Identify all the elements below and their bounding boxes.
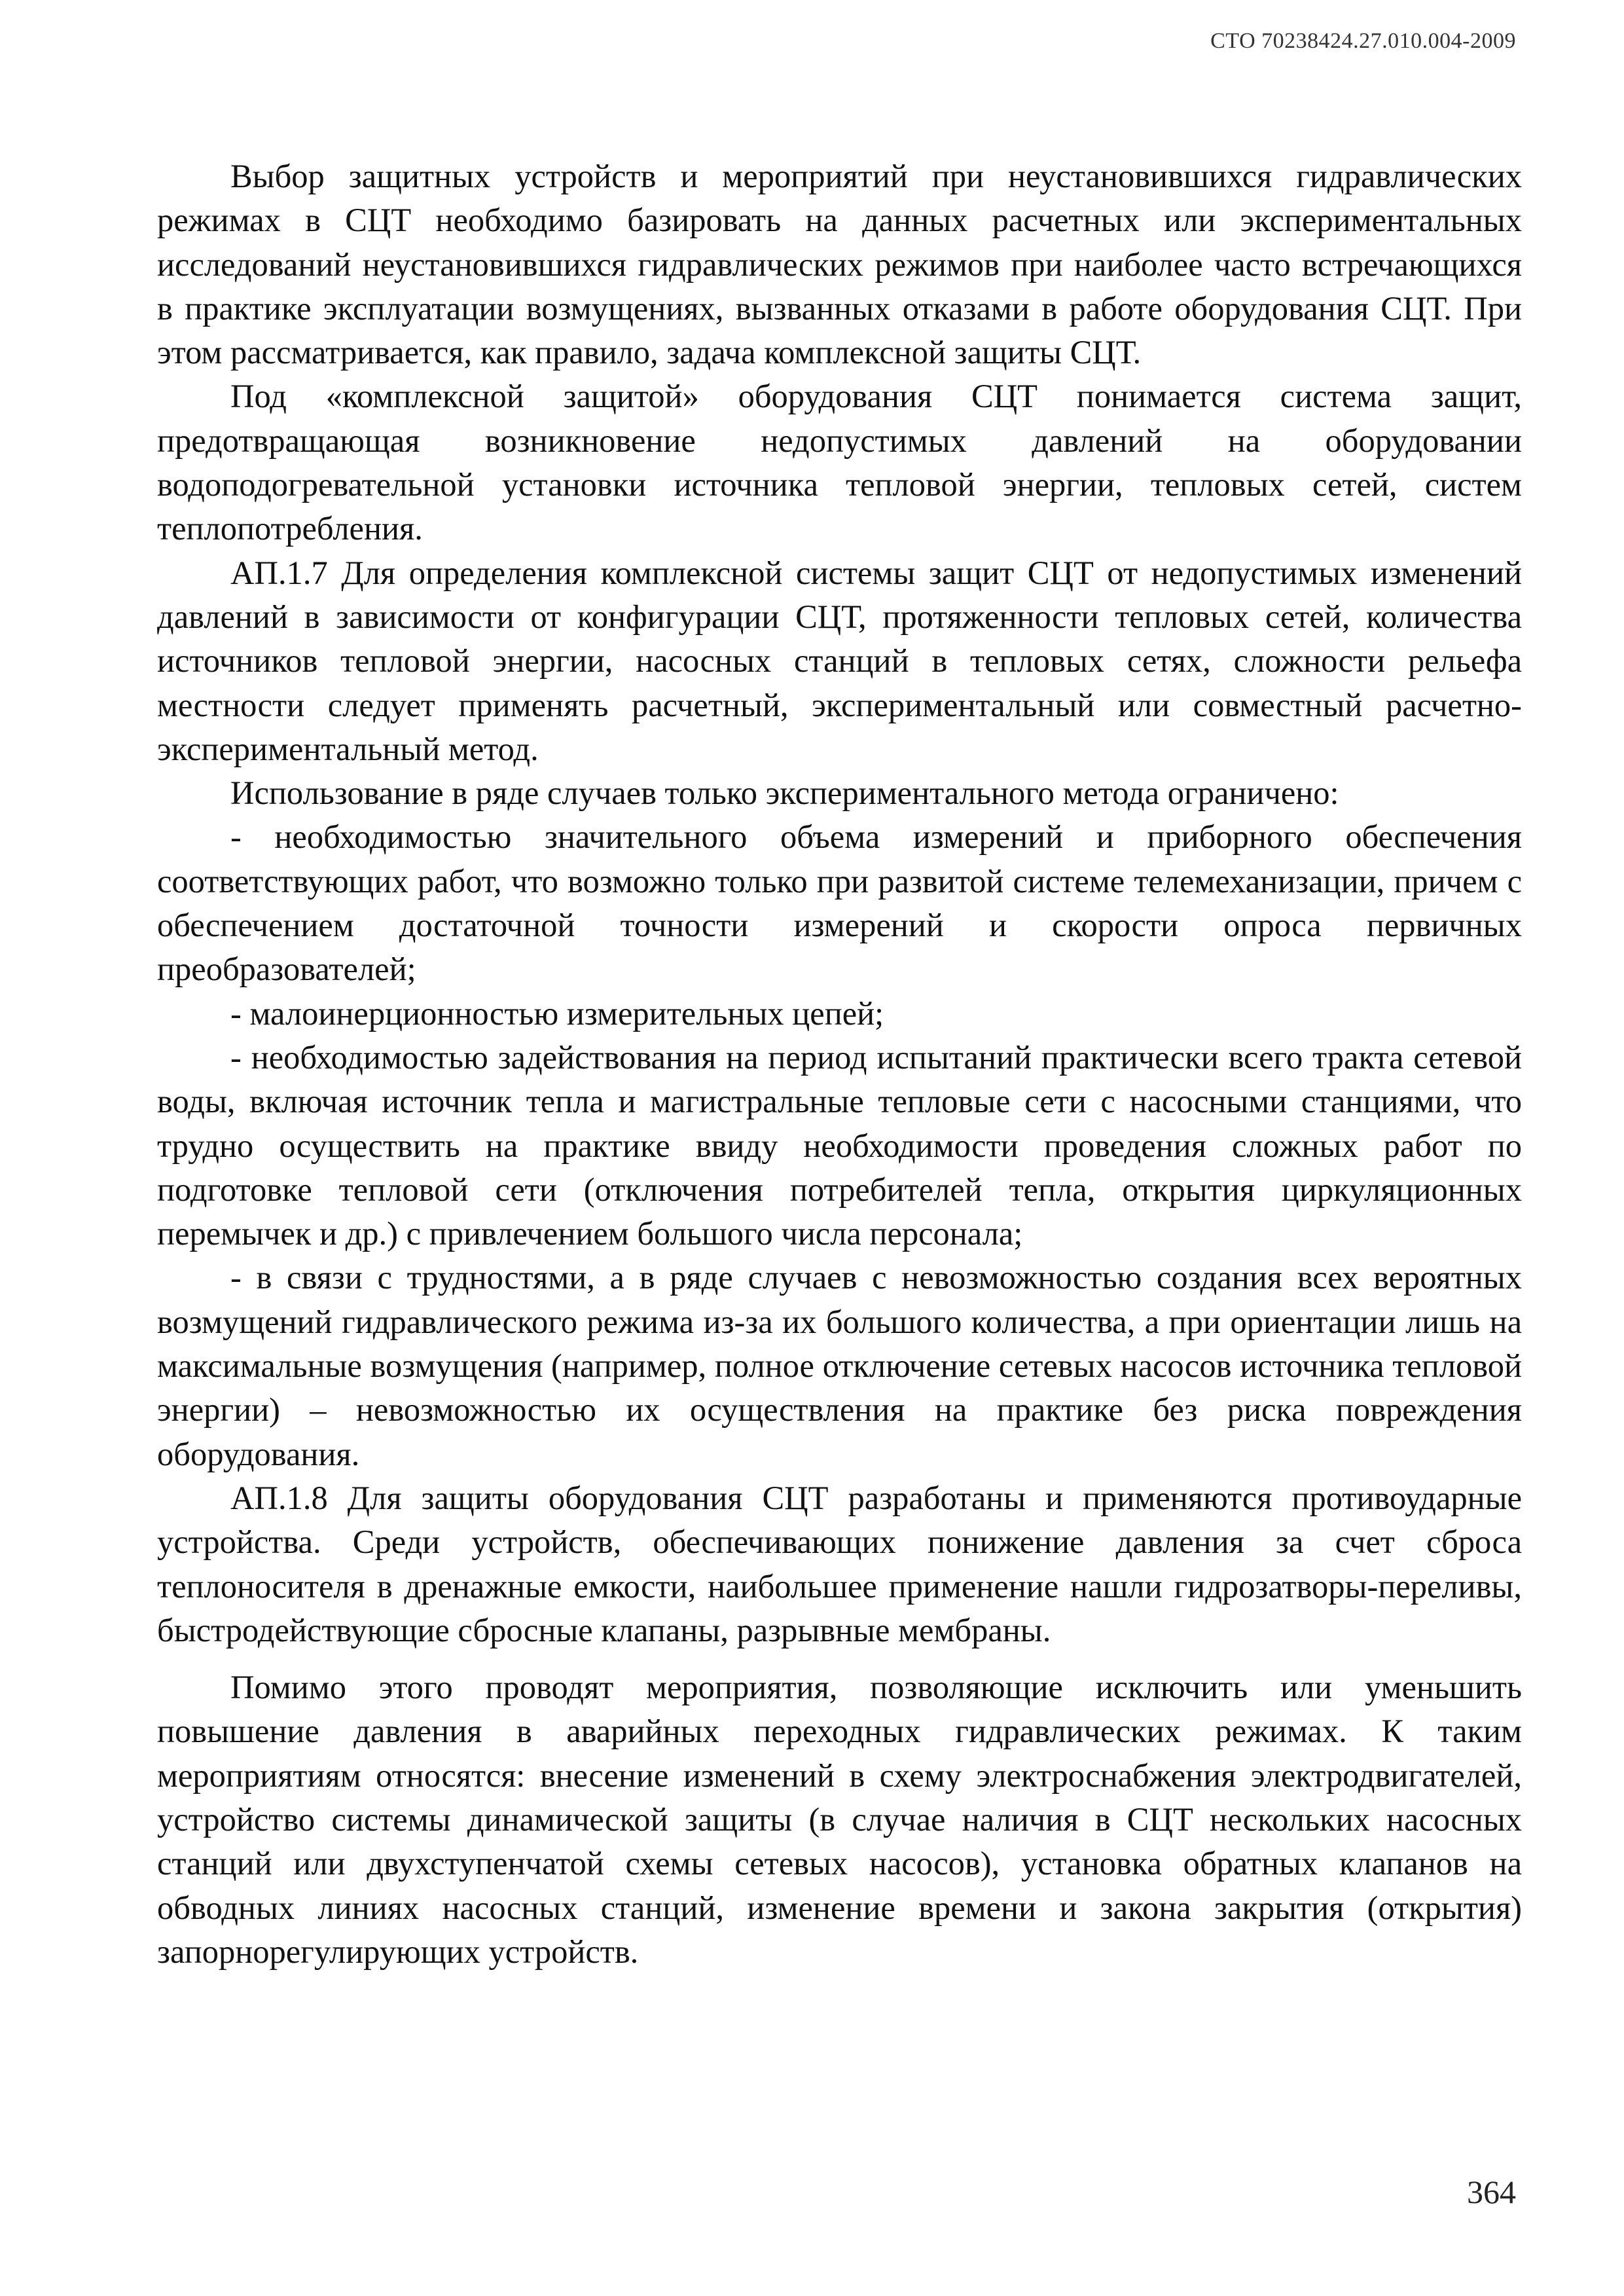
- paragraph-ap-1-7: АП.1.7 Для определения комплексной системы защит СЦТ от недопустимых изменений давлений в зависимости от конфигурации СЦТ, протяженности тепловых сетей, количества источников тепловой энергии, насосных станций в тепловых сетях, сложности рельефа местности следует применять расчетный, экспериментальный или совместный расчетно-экспериментальный метод.: [157, 554, 1522, 767]
- list-item-measurement-volume: - необходимостью значительного объема измерений и приборного обеспечения соответствующих работ, что возможно только при развитой системе телемеханизации, причем с обеспечением достаточной точности измерений и скорости опроса первичных преобразователей;: [157, 818, 1522, 988]
- paragraph-ap-1-8: АП.1.8 Для защиты оборудования СЦТ разработаны и применяются противоударные устройства. Среди устройств, обеспечивающих понижение давления за счет сброса теплоносителя в дренажные емкости, наибольшее применение нашли гидрозатворы-переливы, быстродействующие сбросные клапаны, разрывные мембраны.: [157, 1479, 1522, 1649]
- paragraph-complex-protection-definition: Под «комплексной защитой» оборудования СЦТ понимается система защит, предотвращающая возникновение недопустимых давлений на оборудовании водоподогревательной установки источника тепловой энергии, тепловых сетей, систем теплопотребления.: [157, 378, 1522, 547]
- document-code-header: СТО 70238424.27.010.004-2009: [1210, 29, 1516, 53]
- paragraph-additional-measures: Помимо этого проводят мероприятия, позволяющие исключить или уменьшить повышение давления в аварийных переходных гидравлических режимах. К таким мероприятиям относятся: внесение изменений в схему электроснабжения электродвигателей, устройство системы динамической защиты (в случае наличия в СЦТ нескольких насосных станций или двухступенчатой схемы сетевых насосов), установка обратных клапанов на обводных линиях насосных станций, изменение времени и закона закрытия (открытия) запорнорегулирующих устройств.: [157, 1669, 1522, 1970]
- list-item-disturbance-difficulty: - в связи с трудностями, а в ряде случаев с невозможностью создания всех вероятных возмущений гидравлического режима из-за их большого количества, а при ориентации лишь на максимальные возмущения (например, полное отключение сетевых насосов источника тепловой энергии) – невозможностью их осуществления на практике без риска повреждения оборудования.: [157, 1259, 1522, 1472]
- paragraph-experimental-method-limits: Использование в ряде случаев только экспериментального метода ограничено:: [230, 774, 1339, 812]
- page-number: 364: [1467, 2174, 1516, 2210]
- list-item-low-inertia: - малоинерционностью измерительных цепей;: [230, 994, 884, 1032]
- body-text: [157, 155, 1522, 1974]
- paragraph-protection-selection: Выбор защитных устройств и мероприятий при неустановившихся гидравлических режимах в СЦТ необходимо базировать на данных расчетных или экспериментальных исследований неустановившихся гидравлических режимов при наиболее часто встречающихся в практике эксплуатации возмущениях, вызванных отказами в работе оборудования СЦТ. При этом рассматривается, как правило, задача комплексной защиты СЦТ.: [157, 158, 1522, 371]
- list-item-network-involvement: - необходимостью задействования на период испытаний практически всего тракта сетевой воды, включая источник тепла и магистральные тепловые сети с насосными станциями, что трудно осуществить на практике ввиду необходимости проведения сложных работ по подготовке тепловой сети (отключения потребителей тепла, открытия циркуляционных перемычек и др.) с привлечением большого числа персонала;: [157, 1038, 1522, 1252]
